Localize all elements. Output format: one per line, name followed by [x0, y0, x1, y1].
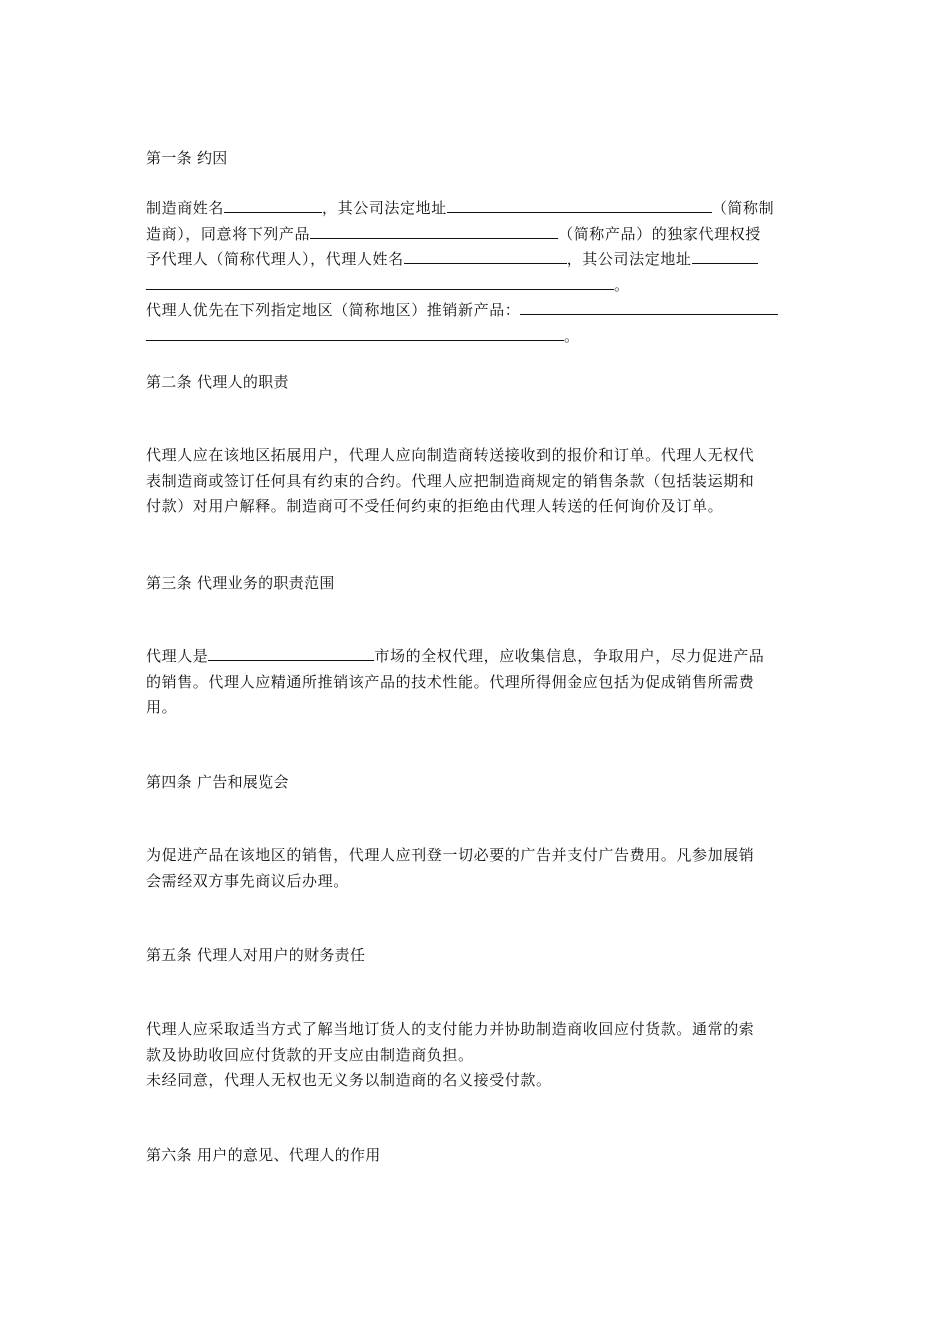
agent-address-blank-continued [146, 275, 614, 290]
article-5-line-3: 未经同意，代理人无权也无义务以制造商的名义接受付款。 [146, 1071, 552, 1089]
article-3-line-2: 的销售。代理人应精通所推销该产品的技术性能。代理所得佣金应包括为促成销售所需费 [146, 672, 755, 691]
text-segment: 市场的全权代理，应收集信息，争取用户，尽力促进产品 [374, 647, 765, 665]
article-4-body [146, 843, 800, 894]
article-1-title: 第一条 约因 [146, 149, 228, 167]
territory-blank-continued [146, 326, 564, 341]
text-segment: 制造商姓名 [146, 199, 225, 217]
text-segment: （简称制 [711, 199, 775, 217]
text-segment: 。 [564, 326, 580, 345]
article-1-line-5 [146, 298, 800, 324]
article-5-line-2: 款及协助收回应付货款的开支应由制造商负担。 [146, 1045, 474, 1064]
product-blank [310, 224, 558, 239]
article-3-title: 第三条 代理业务的职责范围 [146, 574, 335, 592]
article-2-line-3: 付款）对用户解释。制造商可不受任何约束的拒绝由代理人转送的任何询价及订单。 [146, 497, 724, 515]
article-1-body [146, 196, 800, 349]
text-segment: （简称产品）的独家代理权授 [558, 224, 761, 243]
text-segment: 予代理人（简称代理人），代理人姓名 [146, 250, 404, 268]
text-segment: 。 [614, 275, 630, 294]
article-2-line-1: 代理人应在该地区拓展用户，代理人应向制造商转送接收到的报价和订单。代理人无权代 [146, 446, 755, 464]
article-4-line-2: 会需经双方事先商议后办理。 [146, 871, 349, 890]
article-5-line-1: 代理人应采取适当方式了解当地订货人的支付能力并协助制造商收回应付货款。通常的索 [146, 1020, 755, 1038]
article-1-line-1 [146, 196, 800, 222]
article-5-body [146, 1017, 800, 1094]
manufacturer-address-blank [447, 198, 712, 213]
text-segment: 代理人是 [146, 647, 209, 665]
text-segment: ，其公司法定地址 [566, 250, 692, 268]
article-3-line-1 [146, 644, 800, 670]
article-1-line-6 [146, 324, 800, 350]
article-1-line-3 [146, 247, 800, 273]
article-1-line-4 [146, 273, 800, 299]
article-4-title: 第四条 广告和展览会 [146, 773, 289, 791]
agent-name-blank [404, 249, 567, 264]
article-3-line-3: 用。 [146, 698, 178, 716]
agent-address-blank [692, 249, 758, 264]
territory-blank [520, 300, 778, 315]
article-4-line-1: 为促进产品在该地区的销售，代理人应刊登一切必要的广告并支付广告费用。凡参加展销 [146, 846, 755, 864]
article-6-title: 第六条 用户的意见、代理人的作用 [146, 1146, 381, 1164]
article-2-title: 第二条 代理人的职责 [146, 373, 289, 391]
article-2-line-2: 表制造商或签订任何具有约束的合约。代理人应把制造商规定的销售条款（包括装运期和 [146, 471, 755, 490]
manufacturer-name-blank [224, 198, 322, 213]
article-2-body [146, 443, 800, 520]
article-5-title: 第五条 代理人对用户的财务责任 [146, 946, 366, 964]
text-segment: ，其公司法定地址 [322, 199, 447, 217]
text-segment: 造商），同意将下列产品 [146, 224, 311, 243]
market-blank [208, 646, 374, 661]
article-3-body [146, 644, 800, 721]
text-segment: 代理人优先在下列指定地区（简称地区）推销新产品： [146, 301, 521, 319]
article-1-line-2 [146, 222, 800, 248]
